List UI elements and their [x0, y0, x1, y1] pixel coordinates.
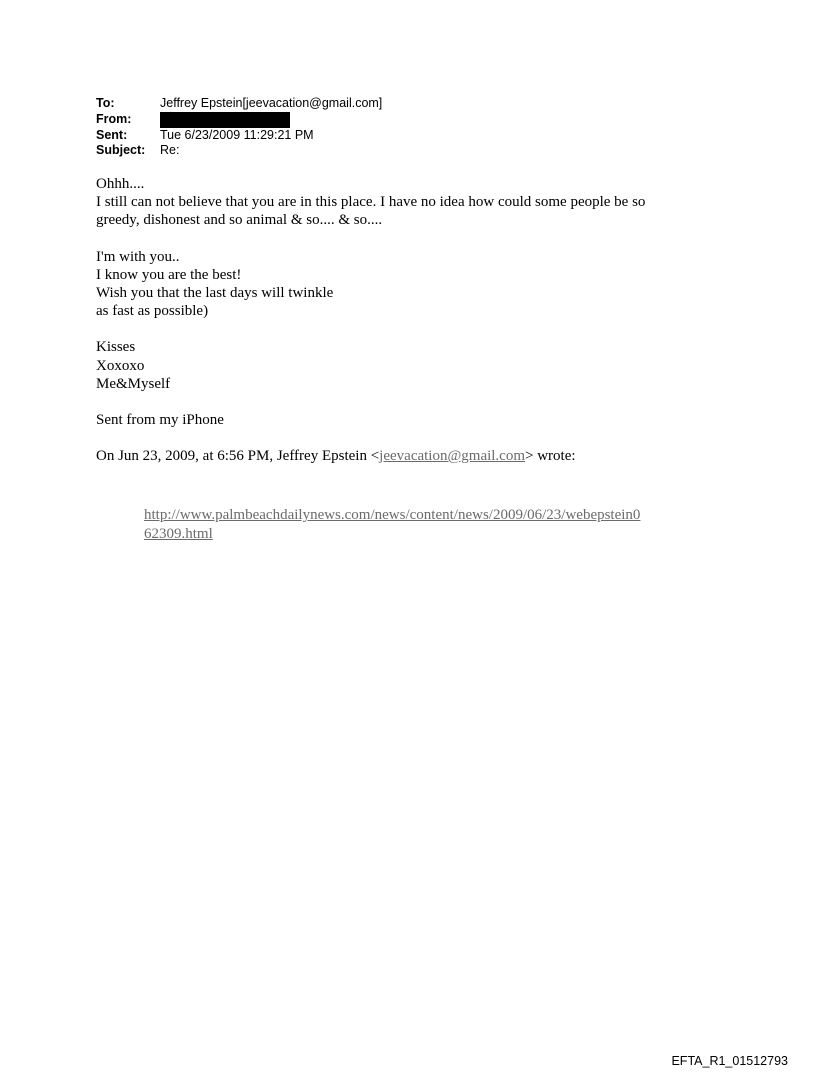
body-line: Kisses — [96, 339, 136, 356]
from-row — [96, 112, 382, 128]
paragraph-greeting — [96, 175, 716, 230]
paragraph-signoff — [96, 338, 716, 393]
email-header — [96, 96, 382, 159]
subject-label: Subject: — [96, 143, 146, 157]
from-label: From: — [96, 111, 132, 126]
body-line: I still can not believe that you are in this place. I have no idea how could some people be so — [96, 194, 646, 211]
article-link-line2[interactable]: 62309.html — [144, 525, 213, 542]
document-id: EFTA_R1_01512793 — [671, 1054, 788, 1068]
body-line: Xoxoxo — [96, 357, 145, 374]
quote-intro-line — [96, 447, 716, 465]
to-value: Jeffrey Epstein[jeevacation@gmail.com] — [160, 96, 383, 110]
body-line: I know you are the best! — [96, 266, 242, 283]
email-body — [96, 175, 716, 483]
redaction-block — [160, 112, 290, 128]
body-line: I'm with you.. — [96, 248, 180, 265]
body-line: Wish you that the last days will twinkle — [96, 285, 334, 302]
body-line: as fast as possible) — [96, 303, 209, 320]
to-row — [96, 96, 382, 112]
quoted-message — [144, 506, 704, 543]
sent-label: Sent: — [96, 127, 128, 142]
sent-row — [96, 128, 382, 144]
to-label: To: — [96, 96, 115, 110]
body-line: greedy, dishonest and so animal & so.... & so.... — [96, 212, 383, 229]
article-link-line1[interactable]: http://www.palmbeachdailynews.com/news/content/news/2009/06/23/webepstein0 — [144, 507, 641, 523]
quote-intro-before: On Jun 23, 2009, at 6:56 PM, Jeffrey Epstein < — [96, 448, 380, 465]
article-link[interactable] — [144, 506, 704, 543]
quote-intro — [96, 447, 716, 465]
email-link[interactable]: jeevacation@gmail.com — [379, 448, 526, 465]
paragraph-support — [96, 248, 716, 321]
signature-line: Sent from my iPhone — [96, 412, 224, 429]
body-line: Me&Myself — [96, 375, 171, 392]
quote-intro-after: > wrote: — [525, 448, 576, 465]
subject-value: Re: — [160, 143, 180, 157]
paragraph-signature — [96, 411, 716, 429]
sent-value: Tue 6/23/2009 11:29:21 PM — [160, 127, 314, 142]
body-line: Ohhh.... — [96, 176, 145, 192]
subject-row — [96, 143, 382, 159]
